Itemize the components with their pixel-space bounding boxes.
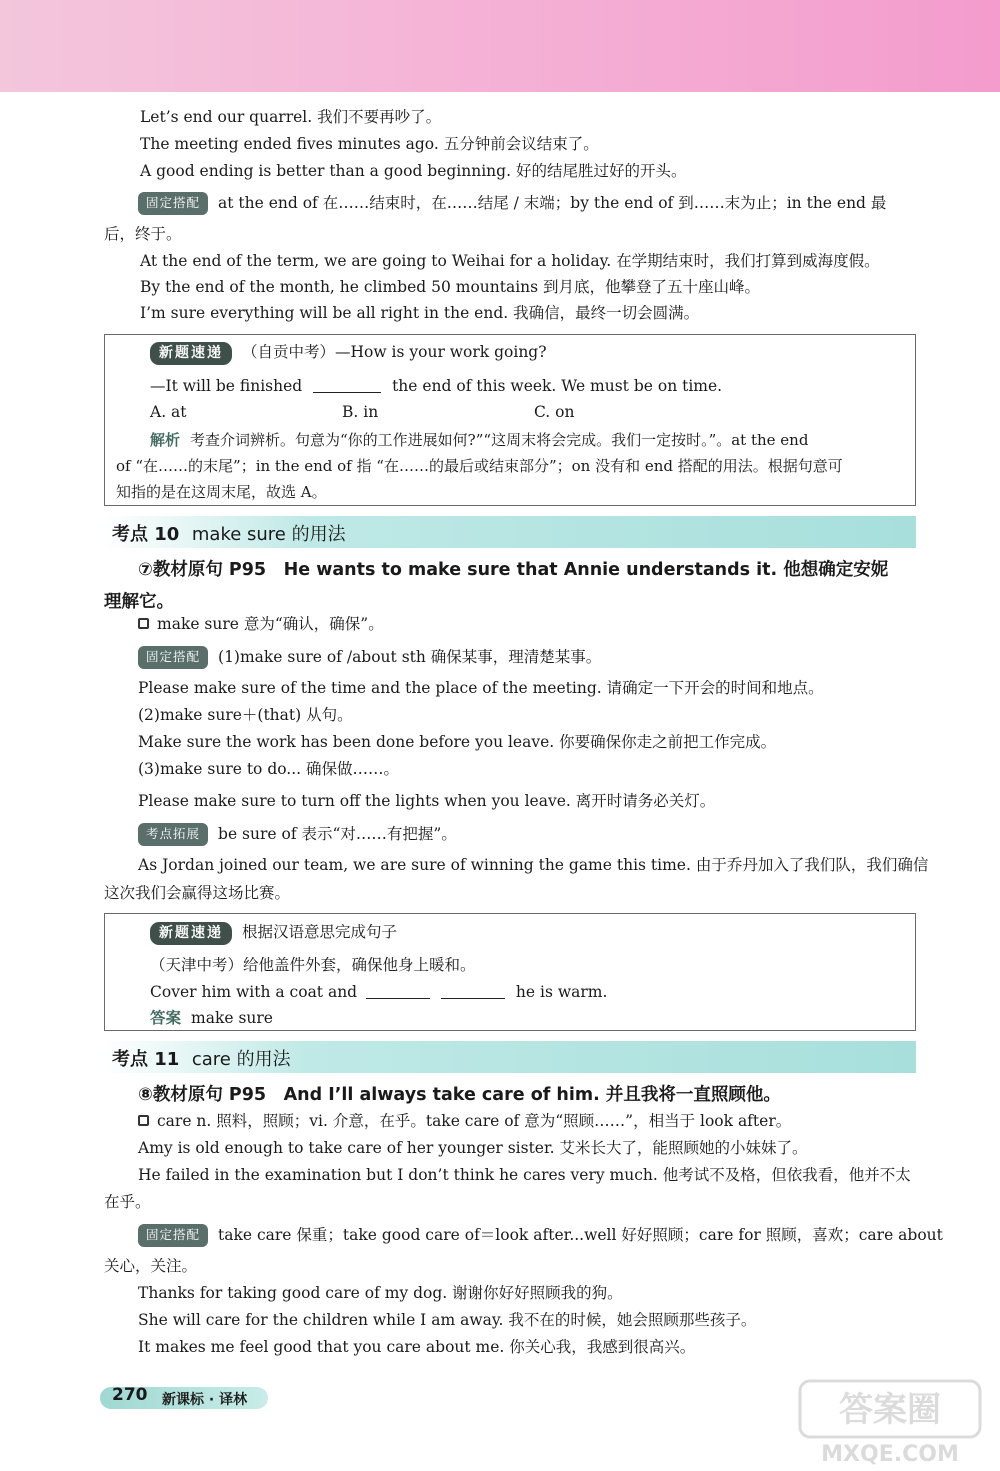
option-c: C. on bbox=[534, 403, 575, 421]
note-line bbox=[138, 1111, 791, 1131]
option-a: A. at bbox=[150, 403, 187, 421]
answer-line bbox=[150, 1008, 273, 1028]
example-line: I’m sure everything will be all right in the end. 我确信，最终一切会圆满。 bbox=[140, 304, 700, 322]
example-line-cont: 在乎。 bbox=[104, 1193, 151, 1211]
fixed-collocation bbox=[138, 1224, 943, 1247]
collocation-text: (1)make sure of /about sth 确保某事，理清楚某事。 bbox=[218, 648, 602, 666]
svg-text:MXQE.COM: MXQE.COM bbox=[821, 1442, 959, 1467]
bullet-icon bbox=[138, 1115, 149, 1126]
section-heading bbox=[112, 1045, 291, 1071]
question-text: （自贡中考）—How is your work going? bbox=[242, 343, 547, 361]
answer-blank bbox=[366, 984, 430, 999]
fixed-collocation-tag: 固定搭配 bbox=[138, 192, 208, 215]
page-number: 270 bbox=[112, 1385, 148, 1405]
example-line: Thanks for taking good care of my dog. 谢谢你好好照顾我的狗。 bbox=[138, 1284, 623, 1302]
answer-text: make sure bbox=[191, 1009, 273, 1027]
watermark-logo bbox=[790, 1377, 990, 1467]
extension-line bbox=[138, 823, 457, 846]
collocation-text-cont: 关心，关注。 bbox=[104, 1257, 198, 1275]
example-line: A good ending is better than a good beginning. 好的结尾胜过好的开头。 bbox=[140, 162, 687, 180]
book-name: 新课标 · 译林 bbox=[162, 1392, 248, 1408]
fixed-collocation bbox=[138, 646, 601, 669]
section-title: make sure 的用法 bbox=[191, 524, 346, 545]
analysis-line bbox=[150, 430, 808, 450]
textbook-sentence-cont: 理解它。 bbox=[104, 592, 174, 612]
textbook-sentence: ⑧教材原句 P95 And I’ll always take care of him. 并且我将一直照顾他。 bbox=[138, 1085, 781, 1105]
example-line: (2)make sure＋(that) 从句。 bbox=[138, 706, 353, 724]
question-text: Cover him with a coat and bbox=[150, 983, 358, 1001]
question-line bbox=[150, 982, 607, 1002]
example-line: Make sure the work has been done before you leave. 你要确保你走之前把工作完成。 bbox=[138, 733, 777, 751]
question-text: he is warm. bbox=[515, 983, 608, 1001]
example-line: He failed in the examination but I don’t think he cares very much. 他考试不及格，但依我看，他并不太 bbox=[138, 1166, 911, 1184]
question-text: —It will be finished bbox=[150, 377, 303, 395]
example-line: As Jordan joined our team, we are sure of winning the game this time. 由于乔丹加入了我们队，我们确信 bbox=[138, 856, 929, 874]
note-text: make sure 意为“确认，确保”。 bbox=[157, 615, 384, 633]
question-line: （天津中考）给他盖件外套，确保他身上暖和。 bbox=[150, 956, 476, 974]
answer-label: 答案 bbox=[150, 1009, 182, 1027]
question-text: the end of this week. We must be on time. bbox=[392, 377, 723, 395]
note-text: care n. 照料，照顾；vi. 介意，在乎。take care of 意为“照顾……”，相当于 look after。 bbox=[157, 1112, 792, 1130]
analysis-text: 考查介词辨析。句意为“你的工作进展如何?”“这周末将会完成。我们一定按时。”。at the end bbox=[190, 431, 809, 449]
question-line bbox=[150, 376, 722, 396]
section-number: 考点 10 bbox=[112, 524, 180, 545]
example-line: Please make sure to turn off the lights when you leave. 离开时请务必关灯。 bbox=[138, 792, 716, 810]
header-band bbox=[0, 0, 1000, 92]
example-line: She will care for the children while I am away. 我不在的时候，她会照顾那些孩子。 bbox=[138, 1311, 757, 1329]
answer-blank bbox=[313, 378, 381, 393]
question-title: 根据汉语意思完成句子 bbox=[242, 923, 398, 941]
collocation-text: at the end of 在……结束时，在……结尾 / 末端；by the end of 到……末为止；in the end 最 bbox=[218, 194, 887, 212]
extension-text: be sure of 表示“对……有把握”。 bbox=[218, 825, 457, 843]
section-heading bbox=[112, 520, 346, 546]
analysis-text: of “在……的末尾”；in the end of 指 “在……的最后或结束部分”；on 没有和 end 搭配的用法。根据句意可 bbox=[116, 457, 843, 475]
fixed-collocation-tag: 固定搭配 bbox=[138, 646, 208, 669]
section-number: 考点 11 bbox=[112, 1049, 180, 1070]
new-question-tag: 新题速递 bbox=[150, 342, 232, 365]
example-line: At the end of the term, we are going to Weihai for a holiday. 在学期结束时，我们打算到威海度假。 bbox=[140, 252, 880, 270]
question-line bbox=[150, 922, 397, 945]
new-question-tag: 新题速递 bbox=[150, 922, 232, 945]
example-line-cont: 这次我们会赢得这场比赛。 bbox=[104, 884, 291, 902]
example-line: Let’s end our quarrel. 我们不要再吵了。 bbox=[140, 108, 442, 126]
section-title: care 的用法 bbox=[191, 1049, 291, 1070]
example-line: (3)make sure to do... 确保做……。 bbox=[138, 760, 400, 778]
analysis-text: 知指的是在这周末尾，故选 A。 bbox=[116, 483, 327, 501]
collocation-text-cont: 后，终于。 bbox=[104, 225, 182, 243]
question-line bbox=[150, 342, 547, 365]
svg-text:答案圈: 答案圈 bbox=[839, 1390, 941, 1430]
answer-blank bbox=[441, 984, 505, 999]
note-line bbox=[138, 614, 384, 634]
example-line: The meeting ended fives minutes ago. 五分钟前会议结束了。 bbox=[140, 135, 599, 153]
option-b: B. in bbox=[342, 403, 379, 421]
example-line: Please make sure of the time and the place of the meeting. 请确定一下开会的时间和地点。 bbox=[138, 679, 824, 697]
example-line: By the end of the month, he climbed 50 mountains 到月底，他攀登了五十座山峰。 bbox=[140, 278, 761, 296]
collocation-text: take care 保重；take good care of＝look after...well 好好照顾；care for 照顾，喜欢；care about bbox=[218, 1226, 943, 1244]
example-line: Amy is old enough to take care of her younger sister. 艾米长大了，能照顾她的小妹妹了。 bbox=[138, 1139, 808, 1157]
fixed-collocation-tag: 固定搭配 bbox=[138, 1224, 208, 1247]
example-line: It makes me feel good that you care about me. 你关心我，我感到很高兴。 bbox=[138, 1338, 696, 1356]
bullet-icon bbox=[138, 618, 149, 629]
fixed-collocation bbox=[138, 192, 886, 215]
analysis-label: 解析 bbox=[150, 431, 181, 449]
textbook-sentence: ⑦教材原句 P95 He wants to make sure that Annie understands it. 他想确定安妮 bbox=[138, 560, 889, 580]
extension-tag: 考点拓展 bbox=[138, 823, 208, 846]
